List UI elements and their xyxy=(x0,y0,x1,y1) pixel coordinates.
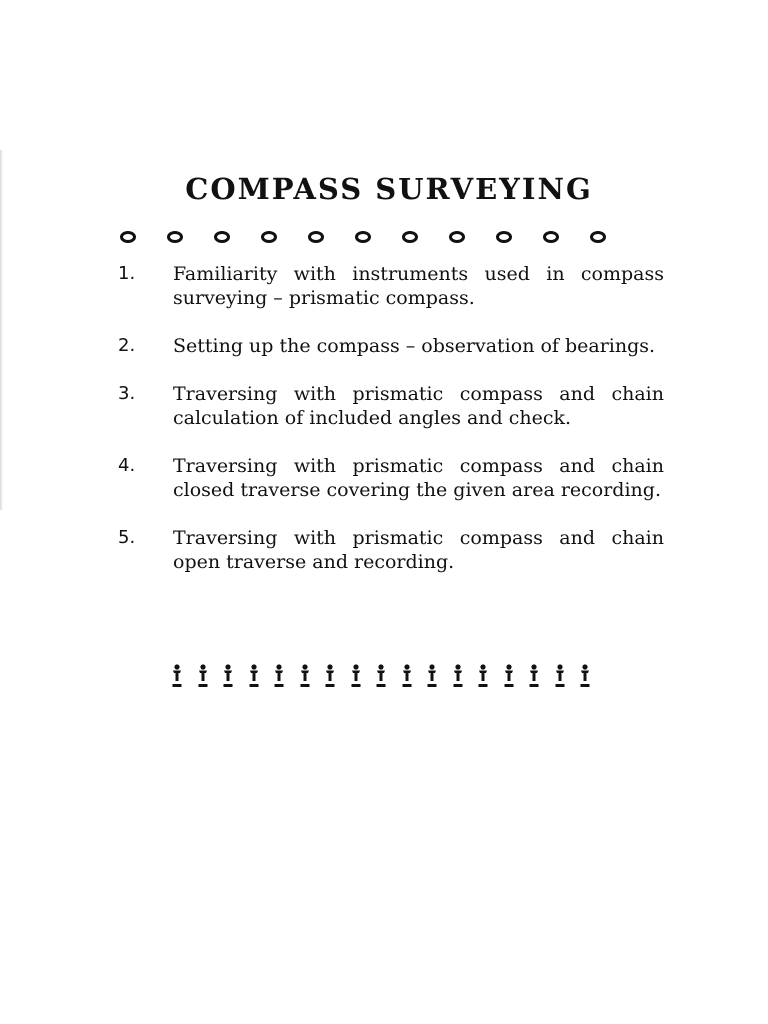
exercise-item xyxy=(118,454,664,502)
exercise-list xyxy=(118,262,664,598)
figure-icon xyxy=(453,664,463,688)
figure-icon xyxy=(351,664,361,688)
exercise-item xyxy=(118,526,664,574)
ring-icon xyxy=(449,231,465,243)
ring-icon xyxy=(261,231,277,243)
exercise-number: 5. xyxy=(118,527,136,548)
figure-icon xyxy=(376,664,386,688)
ring-icon xyxy=(402,231,418,243)
figure-icon xyxy=(172,664,182,688)
ring-icon xyxy=(167,231,183,243)
exercise-text: Traversing with prismatic compass and chain closed traverse covering the given area recording. xyxy=(173,455,664,501)
exercise-item xyxy=(118,382,664,430)
exercise-number: 1. xyxy=(118,263,136,284)
figure-icon xyxy=(555,664,565,688)
exercise-number: 4. xyxy=(118,455,136,476)
page-title: COMPASS SURVEYING xyxy=(185,172,593,206)
figure-ornament-row xyxy=(172,658,590,688)
ring-icon xyxy=(214,231,230,243)
exercise-text: Traversing with prismatic compass and chain open traverse and recording. xyxy=(173,527,664,573)
figure-icon xyxy=(478,664,488,688)
exercise-item xyxy=(118,334,664,358)
exercise-text: Traversing with prismatic compass and chain calculation of included angles and check. xyxy=(173,383,664,429)
figure-icon xyxy=(427,664,437,688)
ring-icon xyxy=(496,231,512,243)
ring-ornament-row xyxy=(120,226,606,248)
ring-icon xyxy=(355,231,371,243)
exercise-text: Familiarity with instruments used in compass surveying – prismatic compass. xyxy=(173,263,664,309)
ring-icon xyxy=(590,231,606,243)
figure-icon xyxy=(529,664,539,688)
figure-icon xyxy=(249,664,259,688)
figure-icon xyxy=(504,664,514,688)
exercise-item xyxy=(118,262,664,310)
exercise-text: Setting up the compass – observation of bearings. xyxy=(173,335,656,357)
exercise-number: 2. xyxy=(118,335,136,356)
figure-icon xyxy=(325,664,335,688)
ring-icon xyxy=(543,231,559,243)
figure-icon xyxy=(223,664,233,688)
figure-icon xyxy=(402,664,412,688)
ring-icon xyxy=(308,231,324,243)
exercise-number: 3. xyxy=(118,383,136,404)
figure-icon xyxy=(198,664,208,688)
figure-icon xyxy=(274,664,284,688)
figure-icon xyxy=(300,664,310,688)
ring-icon xyxy=(120,231,136,243)
figure-icon xyxy=(580,664,590,688)
